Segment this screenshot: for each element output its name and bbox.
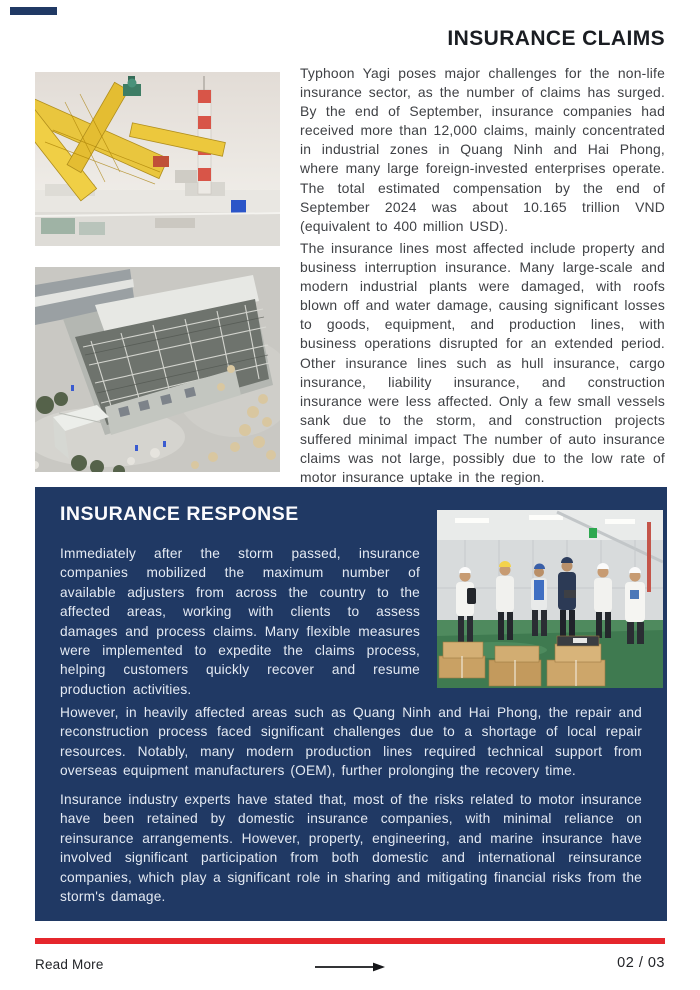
read-more-link[interactable]: Read More xyxy=(35,957,104,972)
response-paragraph-1: Immediately after the storm passed, insurance companies mobilized the maximum number of available adjusters from across the country to the affected areas, working with clients to assess damages and process claims. Many flexible measures were implemented to expedite the claims process, helping customers quickly recover and resume production activities. xyxy=(60,546,420,697)
claims-paragraph-2: The insurance lines most affected include property and business interruption insurance. Many large-scale and modern industrial plants were damaged, with roofs blown off and water damage, causing significant losses to goods, equipment, and production lines, with business operations disrupted for an extended period. Other insurance lines such as hull insurance, cargo insurance, liability insurance, and construction insurance were less affected. Only a few small vessels sank due to the storm, and construction projects suffered minimal impact The number of auto insurance claims was not large, possibly due to the low rate of motor insurance uptake in the region. xyxy=(300,240,665,486)
insurance-response-panel xyxy=(35,487,667,921)
red-divider-rule xyxy=(35,938,665,944)
response-paragraph-3: Insurance industry experts have stated that, most of the risks related to motor insurance have been retained by domestic insurance companies, with minimal reliance on reinsurance arrangements. However, property, engineering, and marine insurance have involved significant participation from both domestic and international reinsurance companies, which play a significant role in sharing and mitigating financial risks from the storm's damage. xyxy=(60,792,642,905)
adjusters-photo xyxy=(437,510,663,688)
damaged-factory-illustration xyxy=(35,267,280,472)
long-right-arrow-icon[interactable] xyxy=(314,960,386,974)
page-title: INSURANCE CLAIMS xyxy=(447,27,665,50)
cranes-photo xyxy=(35,72,280,246)
response-heading: INSURANCE RESPONSE xyxy=(60,503,299,525)
damaged-factory-photo xyxy=(35,267,280,472)
page-number: 02 / 03 xyxy=(617,955,665,971)
corner-accent-bar xyxy=(10,7,57,15)
cranes-photo-illustration xyxy=(35,72,280,246)
response-paragraph-2: However, in heavily affected areas such as Quang Ninh and Hai Phong, the repair and reconstruction process faced significant challenges due to a shortage of local repair resources. Notably, many modern production lines required technical support from overseas equipment manufacturers (OEM), further prolonging the recovery time. xyxy=(60,705,642,779)
adjusters-photo-illustration xyxy=(437,510,663,688)
claims-paragraph-1: Typhoon Yagi poses major challenges for the non-life insurance sector, as the number of claims has surged. By the end of September, insurance companies had received more than 12,000 claims, mainly concentrated in industrial zones in Quang Ninh and Hai Phong, where many large foreign-invested enterprises operate. The total estimated compensation by the end of September 2024 was about 10.165 trillion VND (equivalent to 400 million USD). xyxy=(300,65,665,234)
